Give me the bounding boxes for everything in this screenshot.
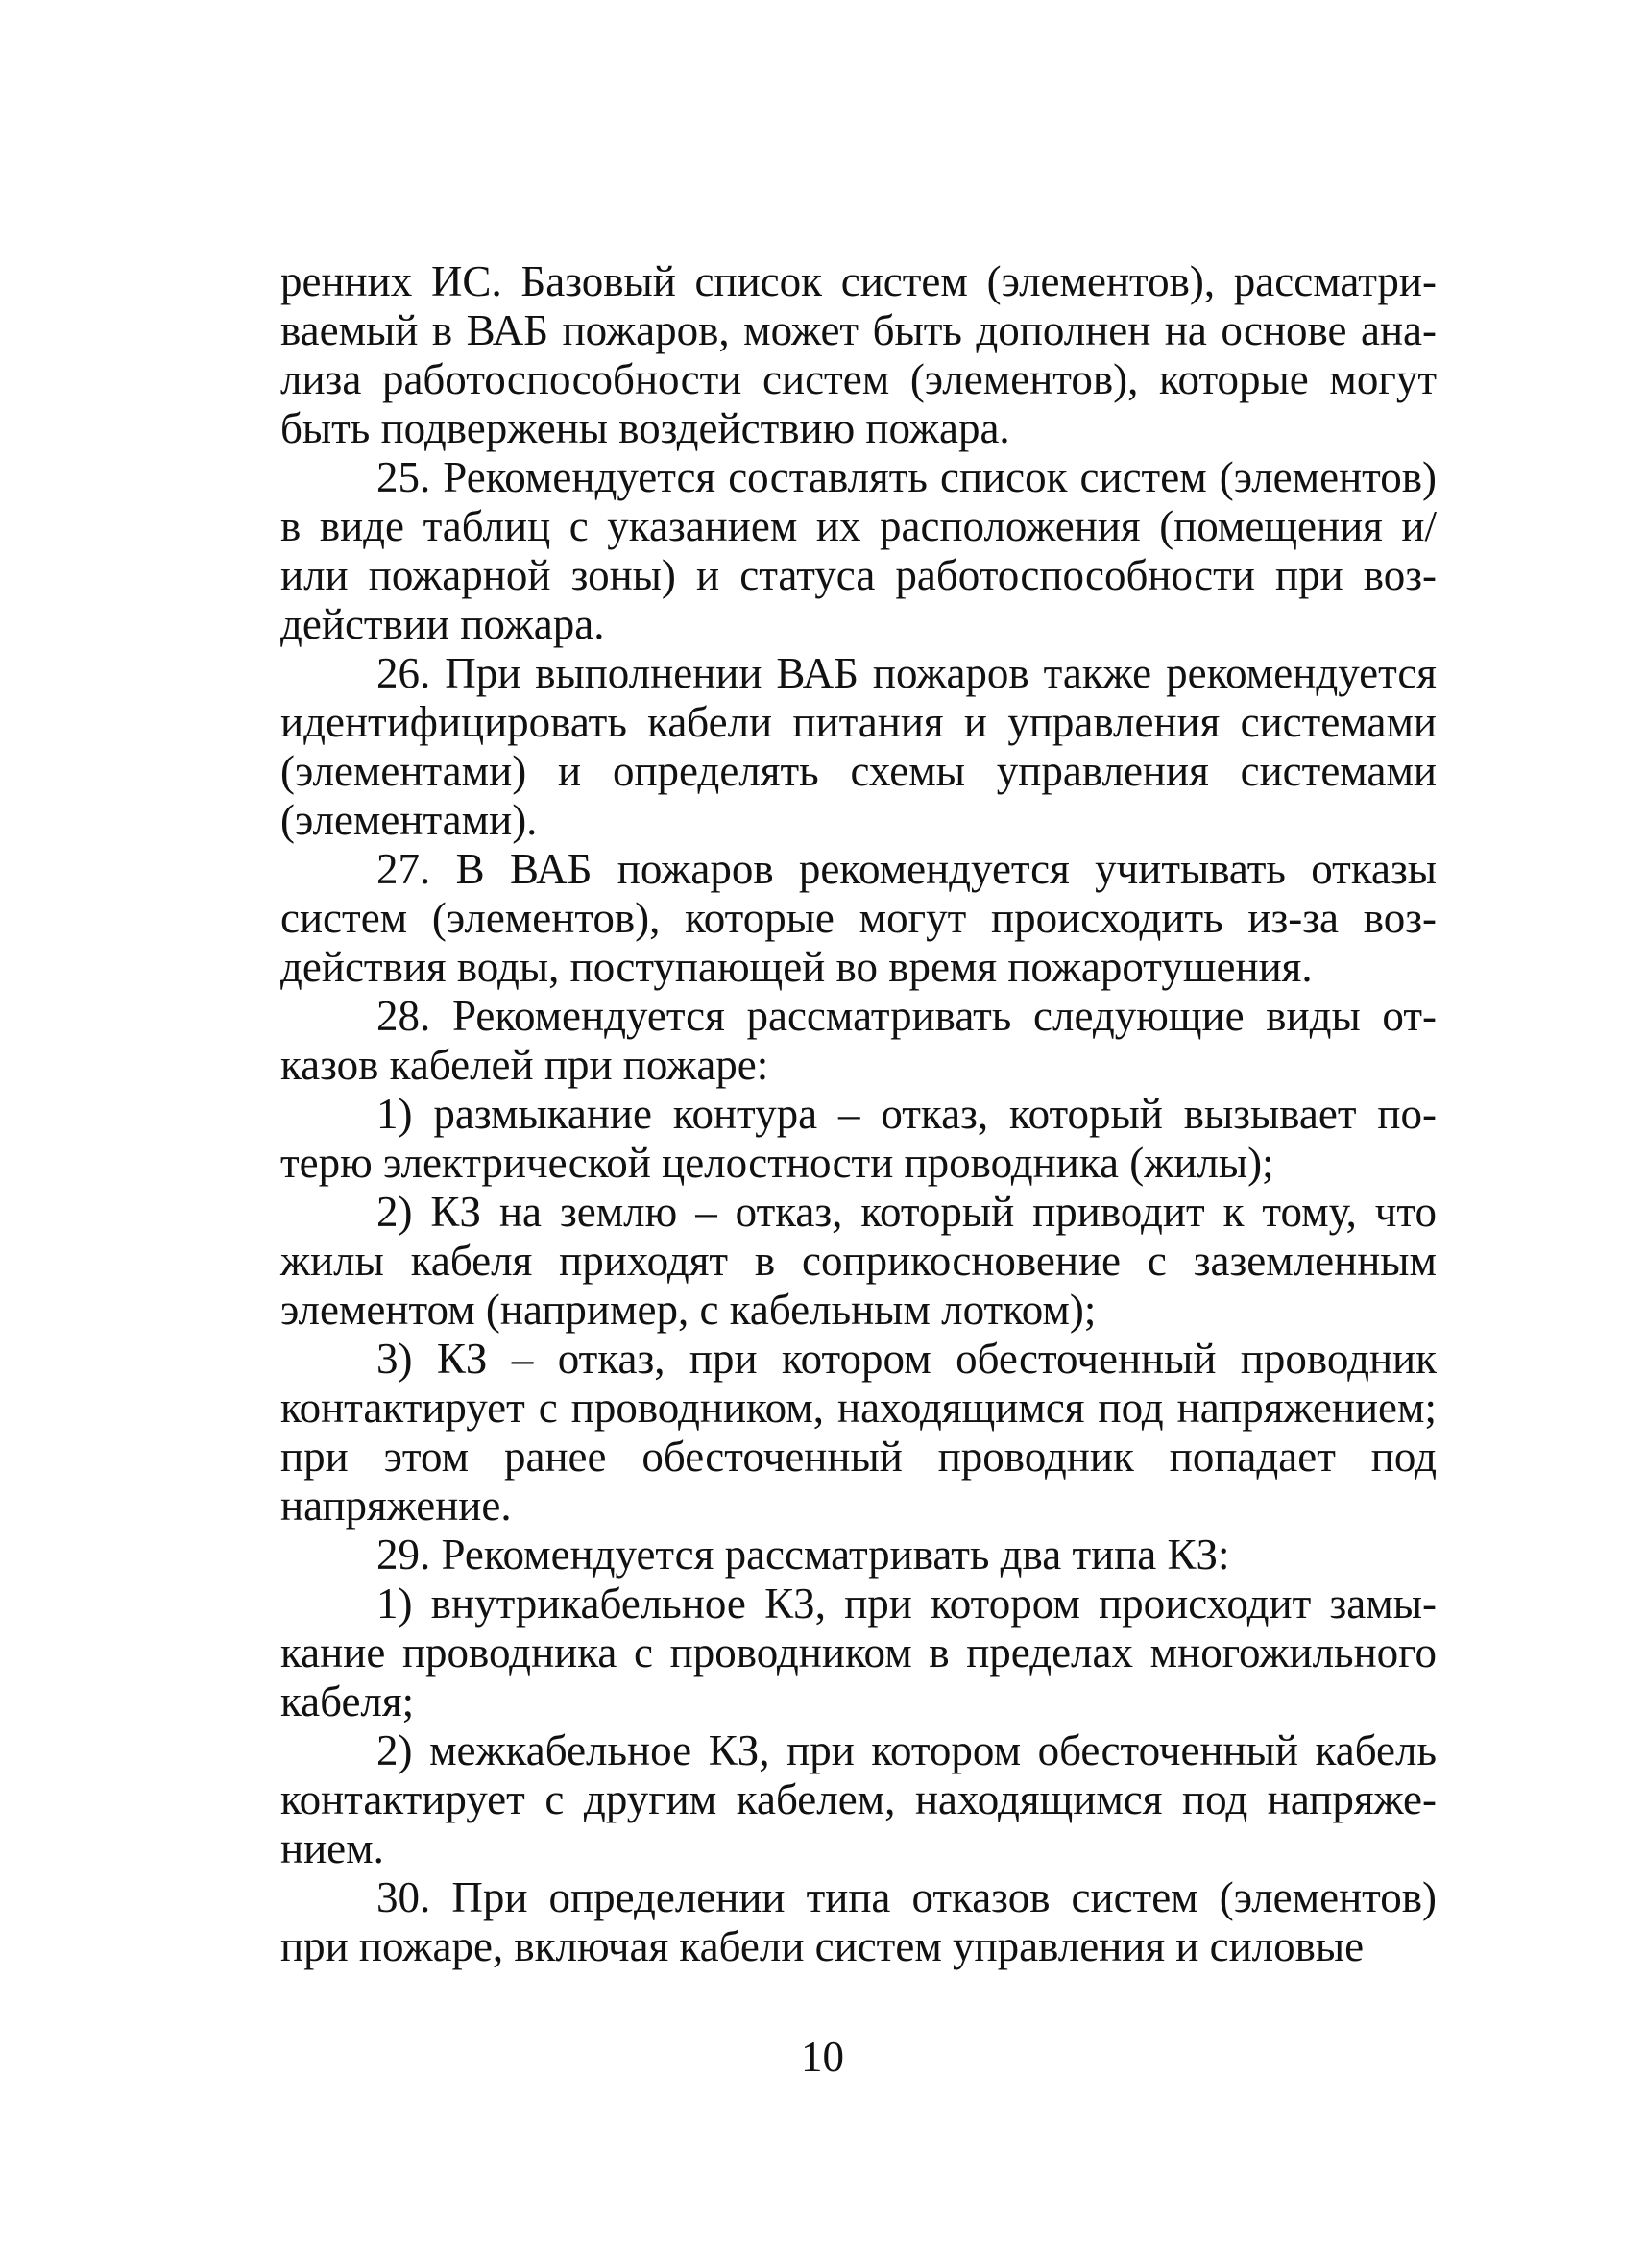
paragraph-29: 29. Рекомендуется рассматривать два типа КЗ:	[376, 1531, 1230, 1579]
paragraph-27: 27. В ВАБ пожаров рекомендуется учитывать отказы систем (элементов), которые могут происходить из-за воздействия воды, поступающей во время пожаротушения.	[280, 845, 1437, 991]
document-body	[280, 257, 1437, 1971]
paragraph-28: 28. Рекомендуется рассматривать следующие виды отказов кабелей при пожаре:	[280, 992, 1437, 1089]
list-item-28-3: 3) КЗ – отказ, при котором обесточенный проводник контактирует с проводником, находящимся под напряжением; при этом ранее обесточенный проводник попадает под напряжение.	[280, 1335, 1437, 1530]
list-item-28-2: 2) КЗ на землю – отказ, который приводит к тому, что жилы кабеля приходят в соприкосновение с заземленным элементом (например, с кабельным лотком);	[280, 1188, 1437, 1334]
paragraph-30: 30. При определении типа отказов систем (элементов) при пожаре, включая кабели систем управления и силовые	[280, 1873, 1437, 1970]
page-number: 10	[801, 2033, 844, 2081]
list-item-29-2: 2) межкабельное КЗ, при котором обесточенный кабель контактирует с другим кабелем, находящимся под напряжением.	[280, 1726, 1437, 1872]
list-item-28-1: 1) размыкание контура – отказ, который вызывает потерю электрической целостности проводника (жилы);	[280, 1090, 1437, 1187]
list-item-29-1: 1) внутрикабельное КЗ, при котором происходит замыкание проводника с проводником в пределах многожильного кабеля;	[280, 1580, 1437, 1725]
paragraph-25: 25. Рекомендуется составлять список систем (элементов) в виде таблиц с указанием их расположения (помещения и/или пожарной зоны) и статуса работоспособности при воздействии пожара.	[280, 453, 1437, 648]
paragraph-continued: ренних ИС. Базовый список систем (элементов), рассматриваемый в ВАБ пожаров, может быть дополнен на основе анализа работоспособности систем (элементов), которые могут быть подвержены воздействию пожара.	[280, 257, 1437, 452]
paragraph-26: 26. При выполнении ВАБ пожаров также рекомендуется идентифицировать кабели питания и управления системами (элементами) и определять схемы управления системами (элементами).	[280, 649, 1437, 844]
